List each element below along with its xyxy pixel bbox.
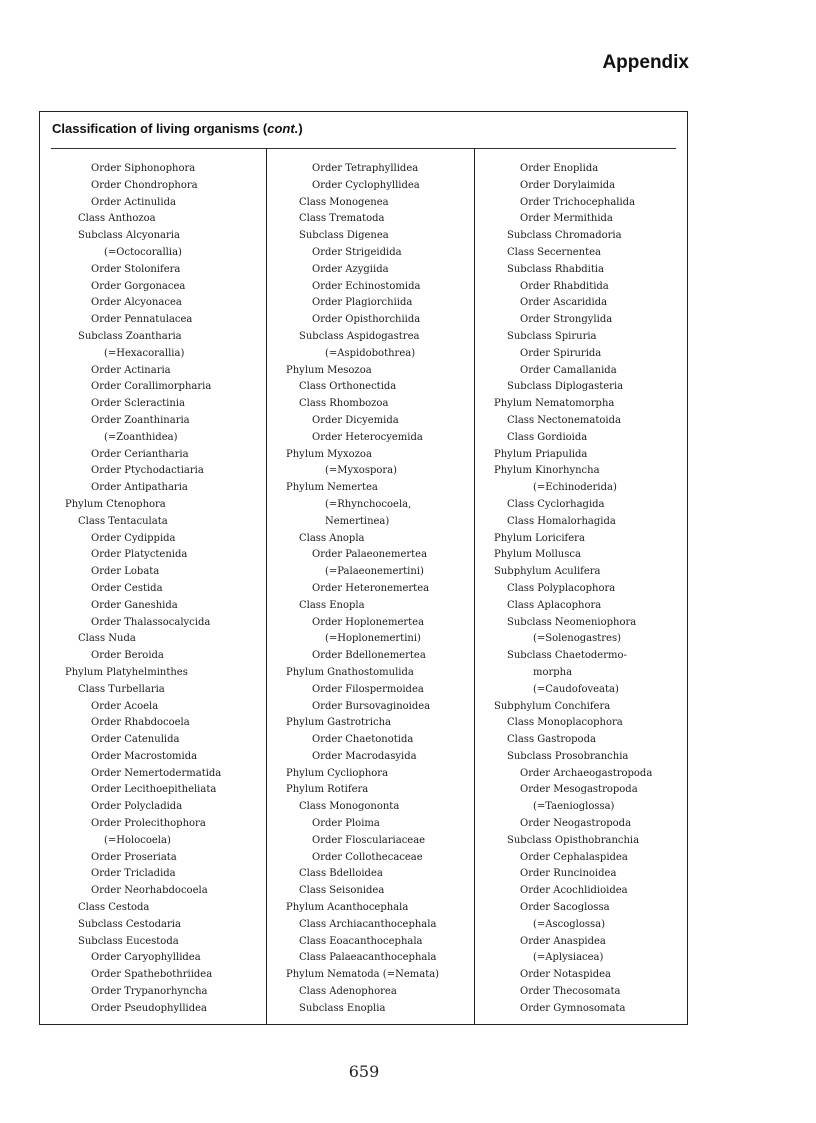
taxon-entry: Subclass Aspidogastrea <box>299 330 420 342</box>
taxon-entry: Class Rhombozoa <box>299 398 389 410</box>
table-title-close: ) <box>298 121 303 136</box>
taxon-entry: Subclass Prosobranchia <box>507 750 629 762</box>
taxon-entry: Class Nuda <box>78 633 136 645</box>
taxon-entry: Order Lecithoepitheliata <box>91 784 217 796</box>
taxon-entry: Order Ptychodactiaria <box>91 465 204 477</box>
table-title-cont: cont. <box>267 121 299 136</box>
column-3-list <box>474 161 687 1018</box>
taxon-entry: (=Holocoela) <box>104 834 171 846</box>
taxon-entry: Order Gymnosomata <box>520 1002 626 1014</box>
taxon-entry: Order Acoela <box>91 700 159 712</box>
taxon-entry: Order Heterocyemida <box>312 431 423 443</box>
taxon-entry: Order Dicyemida <box>312 414 399 426</box>
taxon-entry: Order Enoplida <box>520 163 599 174</box>
taxon-entry: Order Tricladida <box>91 868 176 880</box>
taxon-entry: Order Zoanthinaria <box>91 414 190 426</box>
table-column-1 <box>40 148 267 1024</box>
taxon-entry: Order Polycladida <box>91 801 183 813</box>
taxon-entry: Order Beroida <box>91 650 164 662</box>
taxon-entry: Subclass Cestodaria <box>78 918 181 930</box>
taxon-entry: (=Aplysiacea) <box>533 952 604 964</box>
taxon-entry: Class Anopla <box>299 532 365 544</box>
taxon-entry: Order Actinaria <box>91 364 171 376</box>
taxon-entry: Order Stolonifera <box>91 263 181 275</box>
taxon-entry: Order Bdellonemertea <box>312 650 426 662</box>
taxon-entry: Order Echinostomida <box>312 280 421 292</box>
taxon-entry: Class Aplacophora <box>507 599 602 611</box>
taxon-entry: Phylum Myxozoa <box>286 448 372 460</box>
taxon-entry: Phylum Nemertea <box>286 482 378 494</box>
taxon-entry: Class Seisonidea <box>299 885 385 897</box>
taxon-entry: Order Corallimorpharia <box>91 381 212 393</box>
taxon-entry: Order Siphonophora <box>91 163 196 174</box>
taxon-entry: Phylum Acanthocephala <box>286 902 409 914</box>
taxon-entry: Order Collothecaceae <box>312 851 423 863</box>
taxon-entry: Subclass Eucestoda <box>78 935 179 947</box>
taxon-entry: Phylum Gastrotricha <box>286 717 392 729</box>
taxon-entry: Order Camallanida <box>520 364 617 376</box>
taxon-entry: Order Actinulida <box>91 196 176 208</box>
taxon-entry: Order Pennatulacea <box>91 314 193 326</box>
taxon-entry: Order Ascaridida <box>520 297 608 309</box>
taxon-entry: Order Lobata <box>91 566 160 578</box>
taxon-entry: Order Notaspidea <box>520 969 612 981</box>
taxon-entry: Order Proseriata <box>91 851 177 863</box>
taxon-entry: Order Chaetonotida <box>312 734 414 746</box>
taxon-entry: (=Ascoglossa) <box>533 918 606 930</box>
taxon-entry: Subclass Chromadoria <box>507 230 622 242</box>
taxon-entry: Order Hoplonemertea <box>312 616 425 628</box>
taxon-entry: Order Palaeonemertea <box>312 549 428 561</box>
taxon-entry: Order Gorgonacea <box>91 280 186 292</box>
taxon-entry: Order Macrodasyida <box>312 750 417 762</box>
taxon-entry: Order Chondrophora <box>91 179 198 191</box>
taxon-entry: Order Azygiida <box>312 263 389 275</box>
taxon-entry: Order Heteronemertea <box>312 582 430 594</box>
taxon-entry: Order Dorylaimida <box>520 179 616 191</box>
taxon-entry: Order Archaeogastropoda <box>520 767 653 779</box>
taxon-entry: Order Strigeidida <box>312 246 402 258</box>
classification-table <box>39 111 688 1025</box>
table-title <box>52 121 303 136</box>
taxon-entry: (=Caudofoveata) <box>533 683 619 695</box>
taxon-entry: Subclass Digenea <box>299 230 389 242</box>
taxon-entry: Order Neogastropoda <box>520 818 632 830</box>
taxon-entry: Subclass Rhabditia <box>507 263 605 275</box>
taxon-entry: Order Sacoglossa <box>520 902 610 914</box>
taxon-entry: Class Nectonematoida <box>507 414 621 426</box>
taxon-entry: Order Spathebothriidea <box>91 969 213 981</box>
taxon-entry: Class Monogononta <box>299 801 400 813</box>
taxon-entry: Order Caryophyllidea <box>91 952 201 964</box>
taxon-entry: Order Nemertodermatida <box>91 767 222 779</box>
taxon-entry: Order Filospermoidea <box>312 683 424 695</box>
taxon-entry: Order Flosculariaceae <box>312 834 426 846</box>
taxon-entry: (=Taenioglossa) <box>533 801 615 813</box>
taxon-entry: Order Ganeshida <box>91 599 178 611</box>
taxon-entry: Nemertinea) <box>325 515 390 527</box>
taxon-entry: Order Anaspidea <box>520 935 606 947</box>
taxon-entry: Subclass Opisthobranchia <box>507 834 640 846</box>
taxon-entry: Order Prolecithophora <box>91 818 206 830</box>
taxon-entry: Order Tetraphyllidea <box>312 163 419 174</box>
taxon-entry: Order Platyctenida <box>91 549 188 561</box>
taxon-entry: Subphylum Aculifera <box>494 566 601 578</box>
taxon-entry: Phylum Loricifera <box>494 532 585 544</box>
taxon-entry: Phylum Platyhelminthes <box>65 666 188 678</box>
taxon-entry: Order Rhabditida <box>520 280 609 292</box>
taxon-entry: Class Orthonectida <box>299 381 397 393</box>
taxon-entry: Subclass Zoantharia <box>78 330 182 342</box>
taxon-entry: Class Secernentea <box>507 246 602 258</box>
taxon-entry: Phylum Nematomorpha <box>494 398 615 410</box>
taxon-entry: Class Cyclorhagida <box>507 498 605 510</box>
taxon-entry: Phylum Ctenophora <box>65 498 166 510</box>
taxon-entry: Order Bursovaginoidea <box>312 700 431 712</box>
taxon-entry: Order Rhabdocoela <box>91 717 190 729</box>
taxon-entry: Subclass Diplogasteria <box>507 381 624 393</box>
taxon-entry: Class Eoacanthocephala <box>299 935 423 947</box>
taxon-entry: Subclass Chaetodermo- <box>507 650 627 662</box>
taxon-entry: Phylum Kinorhyncha <box>494 465 600 477</box>
taxon-entry: Class Bdelloidea <box>299 868 383 880</box>
taxon-entry: (=Palaeonemertini) <box>325 566 424 578</box>
taxon-entry: (=Hoplonemertini) <box>325 633 421 645</box>
taxon-entry: Phylum Mollusca <box>494 549 581 561</box>
taxon-entry: Class Cestoda <box>78 902 150 914</box>
taxon-entry: Order Antipatharia <box>91 482 188 494</box>
taxon-entry: Order Ceriantharia <box>91 448 189 460</box>
taxon-entry: Order Catenulida <box>91 734 180 746</box>
taxon-entry: Subclass Spiruria <box>507 330 597 342</box>
taxon-entry: Phylum Rotifera <box>286 784 369 796</box>
taxon-entry: Order Scleractinia <box>91 398 185 410</box>
taxon-entry: Class Gordioida <box>507 431 588 443</box>
taxon-entry: Class Trematoda <box>299 213 385 225</box>
page-header-title: Appendix <box>602 52 689 73</box>
column-2-list <box>266 161 474 1018</box>
taxon-entry: Class Anthozoa <box>78 213 156 225</box>
taxon-entry: Phylum Nematoda (=Nemata) <box>286 969 440 981</box>
taxon-entry: Phylum Cycliophora <box>286 767 389 779</box>
taxon-entry: Class Monogenea <box>299 196 389 208</box>
taxon-entry: (=Myxospora) <box>325 465 398 477</box>
taxon-entry: Order Strongylida <box>520 314 613 326</box>
table-column-3 <box>474 148 687 1024</box>
taxon-entry: Order Plagiorchiida <box>312 297 413 309</box>
taxon-entry: (=Rhynchocoela, <box>325 498 412 510</box>
taxon-entry: Order Opisthorchiida <box>312 314 421 326</box>
taxon-entry: (=Zoanthidea) <box>104 431 178 443</box>
taxon-entry: Order Pseudophyllidea <box>91 1002 207 1014</box>
taxon-entry: Order Trypanorhyncha <box>91 986 208 998</box>
column-1-list <box>40 161 266 1018</box>
taxon-entry: Class Adenophorea <box>299 986 397 998</box>
taxon-entry: Order Alcyonacea <box>91 297 182 309</box>
taxon-entry: Order Runcinoidea <box>520 868 617 880</box>
taxon-entry: Order Trichocephalida <box>520 196 636 208</box>
taxon-entry: Class Archiacanthocephala <box>299 918 437 930</box>
taxon-entry: Order Acochlidioidea <box>520 885 628 897</box>
taxon-entry: (=Aspidobothrea) <box>325 347 416 359</box>
taxon-entry: Phylum Priapulida <box>494 448 588 460</box>
taxon-entry: Order Neorhabdocoela <box>91 885 208 897</box>
taxon-entry: Class Gastropoda <box>507 734 596 746</box>
taxon-entry: Order Thalassocalycida <box>91 616 211 628</box>
taxon-entry: Class Palaeacanthocephala <box>299 952 437 964</box>
taxon-entry: Subphylum Conchifera <box>494 700 611 712</box>
taxon-entry: Order Thecosomata <box>520 986 621 998</box>
page-number: 659 <box>348 1062 380 1081</box>
taxon-entry: Subclass Alcyonaria <box>78 230 180 242</box>
taxon-entry: Order Ploima <box>312 818 380 830</box>
taxon-entry: Class Monoplacophora <box>507 717 623 729</box>
taxon-entry: Phylum Mesozoa <box>286 364 372 376</box>
taxon-entry: Order Spirurida <box>520 347 602 359</box>
taxon-entry: morpha <box>533 666 573 678</box>
taxon-entry: (=Octocorallia) <box>104 246 182 258</box>
table-title-text: Classification of living organisms ( <box>52 121 268 136</box>
taxon-entry: Subclass Enoplia <box>299 1002 386 1014</box>
taxon-entry: Subclass Neomeniophora <box>507 616 637 628</box>
taxon-entry: Class Tentaculata <box>78 515 168 527</box>
taxon-entry: Order Cydippida <box>91 532 176 544</box>
taxon-entry: (=Hexacorallia) <box>104 347 185 359</box>
table-column-2 <box>266 148 475 1024</box>
taxon-entry: Class Enopla <box>299 599 365 611</box>
taxon-entry: Class Polyplacophora <box>507 582 616 594</box>
taxon-entry: Order Macrostomida <box>91 750 198 762</box>
taxon-entry: Order Cyclophyllidea <box>312 179 420 191</box>
taxon-entry: Phylum Gnathostomulida <box>286 666 414 678</box>
taxon-entry: Order Cestida <box>91 582 163 594</box>
taxon-entry: Order Mesogastropoda <box>520 784 638 796</box>
taxon-entry: (=Solenogastres) <box>533 633 621 645</box>
taxon-entry: Class Homalorhagida <box>507 515 616 527</box>
taxon-entry: Class Turbellaria <box>78 683 165 695</box>
taxon-entry: (=Echinoderida) <box>533 482 617 494</box>
taxon-entry: Order Mermithida <box>520 213 613 225</box>
taxon-entry: Order Cephalaspidea <box>520 851 628 863</box>
